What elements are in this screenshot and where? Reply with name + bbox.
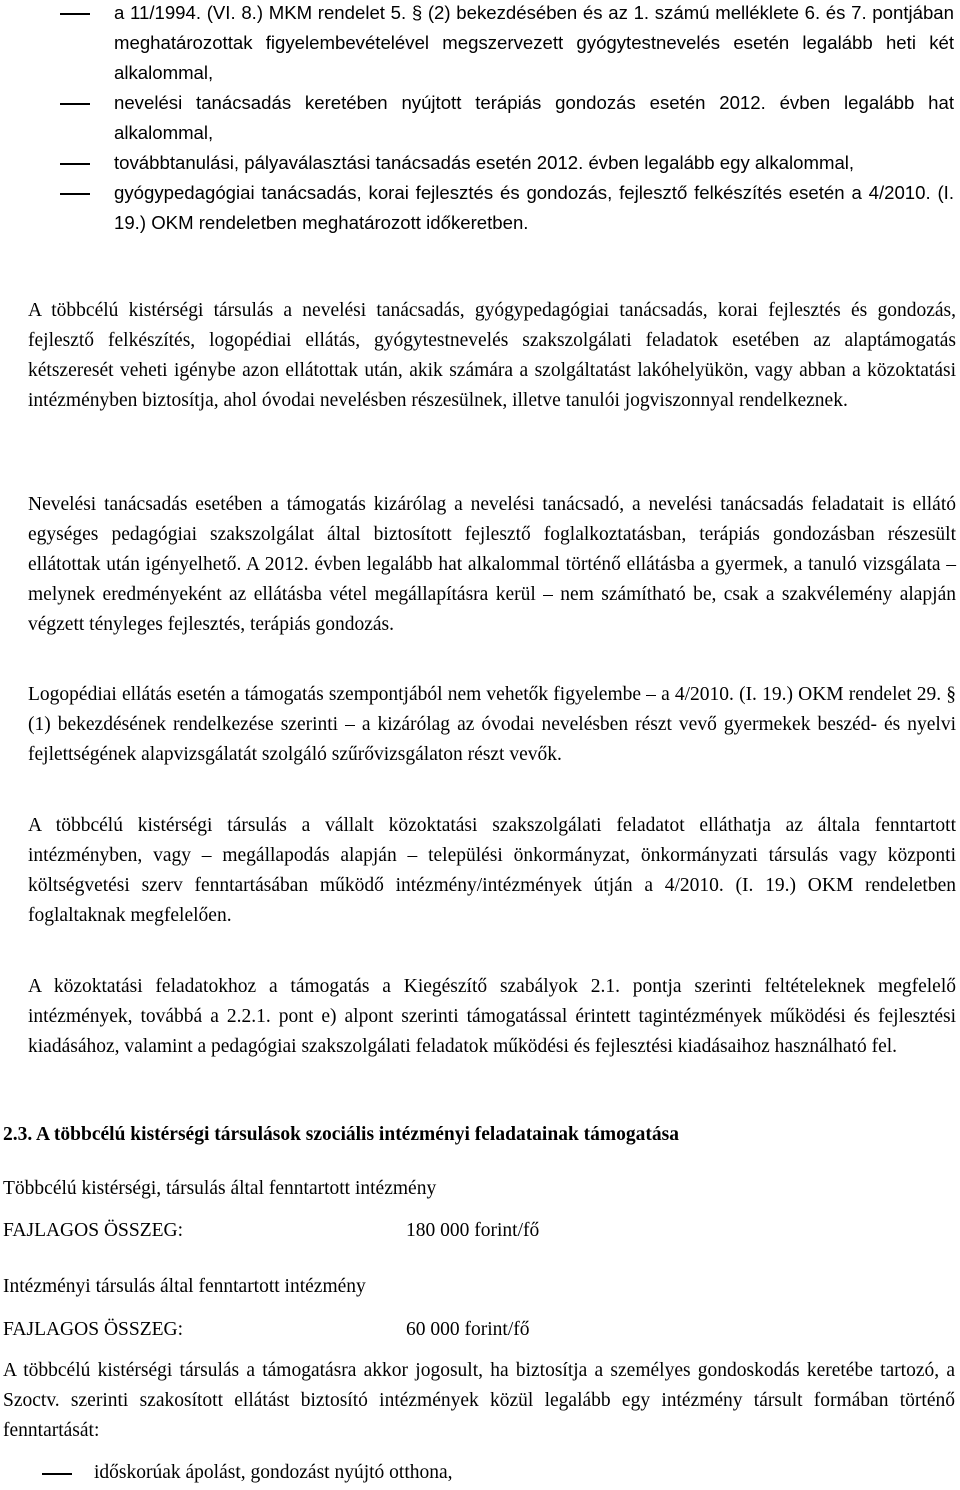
paragraph-educational-counseling: Nevelési tanácsadás esetében a támogatás kizárólag a nevelési tanácsadó, a nevelési tanácsadás feladatait is ellátó egységes pedagógiai szakszolgálat által biztosított fejlesztő foglalkoztatásban, terápiás gondozásban részesült ellátottak után igényelhető. A 2012. évben legalább hat alkalommal történő ellátásba a gyermek, a tanuló vizsgálata – melynek eredményeként az ellátásba vétel megállapításra kerül – nem számítható be, csak a szakvélemény alapján végzett tényleges fejlesztés, terápiás gondozás.	[28, 494, 956, 635]
unit-amount-value-2: 60 000 forint/fő	[406, 1319, 530, 1340]
institution-type-1: Többcélú kistérségi, társulás által fenntartott intézmény	[3, 1178, 437, 1199]
paragraph-speech-therapy: Logopédiai ellátás esetén a támogatás szempontjából nem vehetők figyelembe – a 4/2010. (I. 19.) OKM rendelet 29. § (1) bekezdésének rendelkezése szerinti – a kizárólag az óvodai nevelésben részt vevő gyermekek beszéd- és nyelvi fejlettségének alapvizsgálatát szolgáló szűrővizsgálaton részt vevők.	[28, 684, 956, 765]
paragraph-use-of-support: A közoktatási feladatokhoz a támogatás a Kiegészítő szabályok 2.1. pontja szerinti feltételeknek megfelelő intézmények, továbbá a 2.2.1. pont e) alpont szerinti támogatással érintett tagintézmények működési és fejlesztési kiadásához, valamint a pedagógiai szakszolgálati feladatok működési és fejlesztési kiadásaihoz használható fel.	[28, 976, 956, 1057]
list-item-text: nevelési tanácsadás keretében nyújtott terápiás gondozás esetén 2012. évben legalább hat alkalommal,	[114, 92, 954, 143]
unit-amount-value-1: 180 000 forint/fő	[406, 1220, 540, 1241]
list-item-text: a 11/1994. (VI. 8.) MKM rendelet 5. § (2) bekezdésében és az 1. számú melléklete 6. és 7. pontjában meghatározottak figyelembevételével megszervezett gyógytestnevelés esetén legalább heti két alkalommal,	[114, 2, 954, 83]
list-item	[0, 178, 960, 238]
list-item-text: továbbtanulási, pályaválasztási tanácsadás esetén 2012. évben legalább egy alkalommal,	[114, 152, 855, 173]
unit-amount-label-2: FAJLAGOS ÖSSZEG:	[3, 1319, 184, 1340]
list-item-text: időskorúak ápolást, gondozást nyújtó otthona,	[94, 1462, 453, 1483]
paragraph-eligibility: A többcélú kistérségi társulás a támogatásra akkor jogosult, ha biztosítja a személyes gondoskodás keretébe tartozó, a Szoctv. szerinti szakosított ellátást biztosító intézmények közül legalább egy intézmény társult formában történő fenntartását:	[3, 1360, 955, 1441]
list-item	[0, 0, 960, 88]
unit-amount-label-1: FAJLAGOS ÖSSZEG:	[3, 1220, 184, 1241]
list-item	[0, 88, 960, 148]
top-dash-list	[0, 0, 960, 238]
section-heading: 2.3. A többcélú kistérségi társulások szociális intézményi feladatainak támogatása	[3, 1124, 679, 1145]
list-item-text: gyógypedagógiai tanácsadás, korai fejlesztés és gondozás, fejlesztő felkészítés esetén a 4/2010. (I. 19.) OKM rendeletben meghatározott időkeretben.	[114, 182, 954, 233]
institution-type-2: Intézményi társulás által fenntartott intézmény	[3, 1276, 366, 1297]
list-item	[0, 148, 960, 178]
paragraph-supplementary-support: A többcélú kistérségi társulás a nevelési tanácsadás, gyógypedagógiai tanácsadás, korai fejlesztés és gondozás, fejlesztő felkészítés, logopédiai ellátás, gyógytestnevelés szakszolgálati feladatok esetében az alaptámogatás kétszeresét veheti igénybe azon ellátottak után, akik számára a szolgáltatást lakóhelyükön, vagy abban a közoktatási intézményben biztosítja, ahol óvodai nevelésben részesülnek, illetve tanulói jogviszonnyal rendelkeznek.	[28, 300, 956, 411]
paragraph-service-provision: A többcélú kistérségi társulás a vállalt közoktatási szakszolgálati feladatot elláthatja az általa fenntartott intézményben, vagy – megállapodás alapján – települési önkormányzat, önkormányzati társulás vagy központi költségvetési szerv fenntartásában működő intézmény/intézmények útján a 4/2010. (I. 19.) OKM rendeletben foglaltaknak megfelelően.	[28, 815, 956, 926]
